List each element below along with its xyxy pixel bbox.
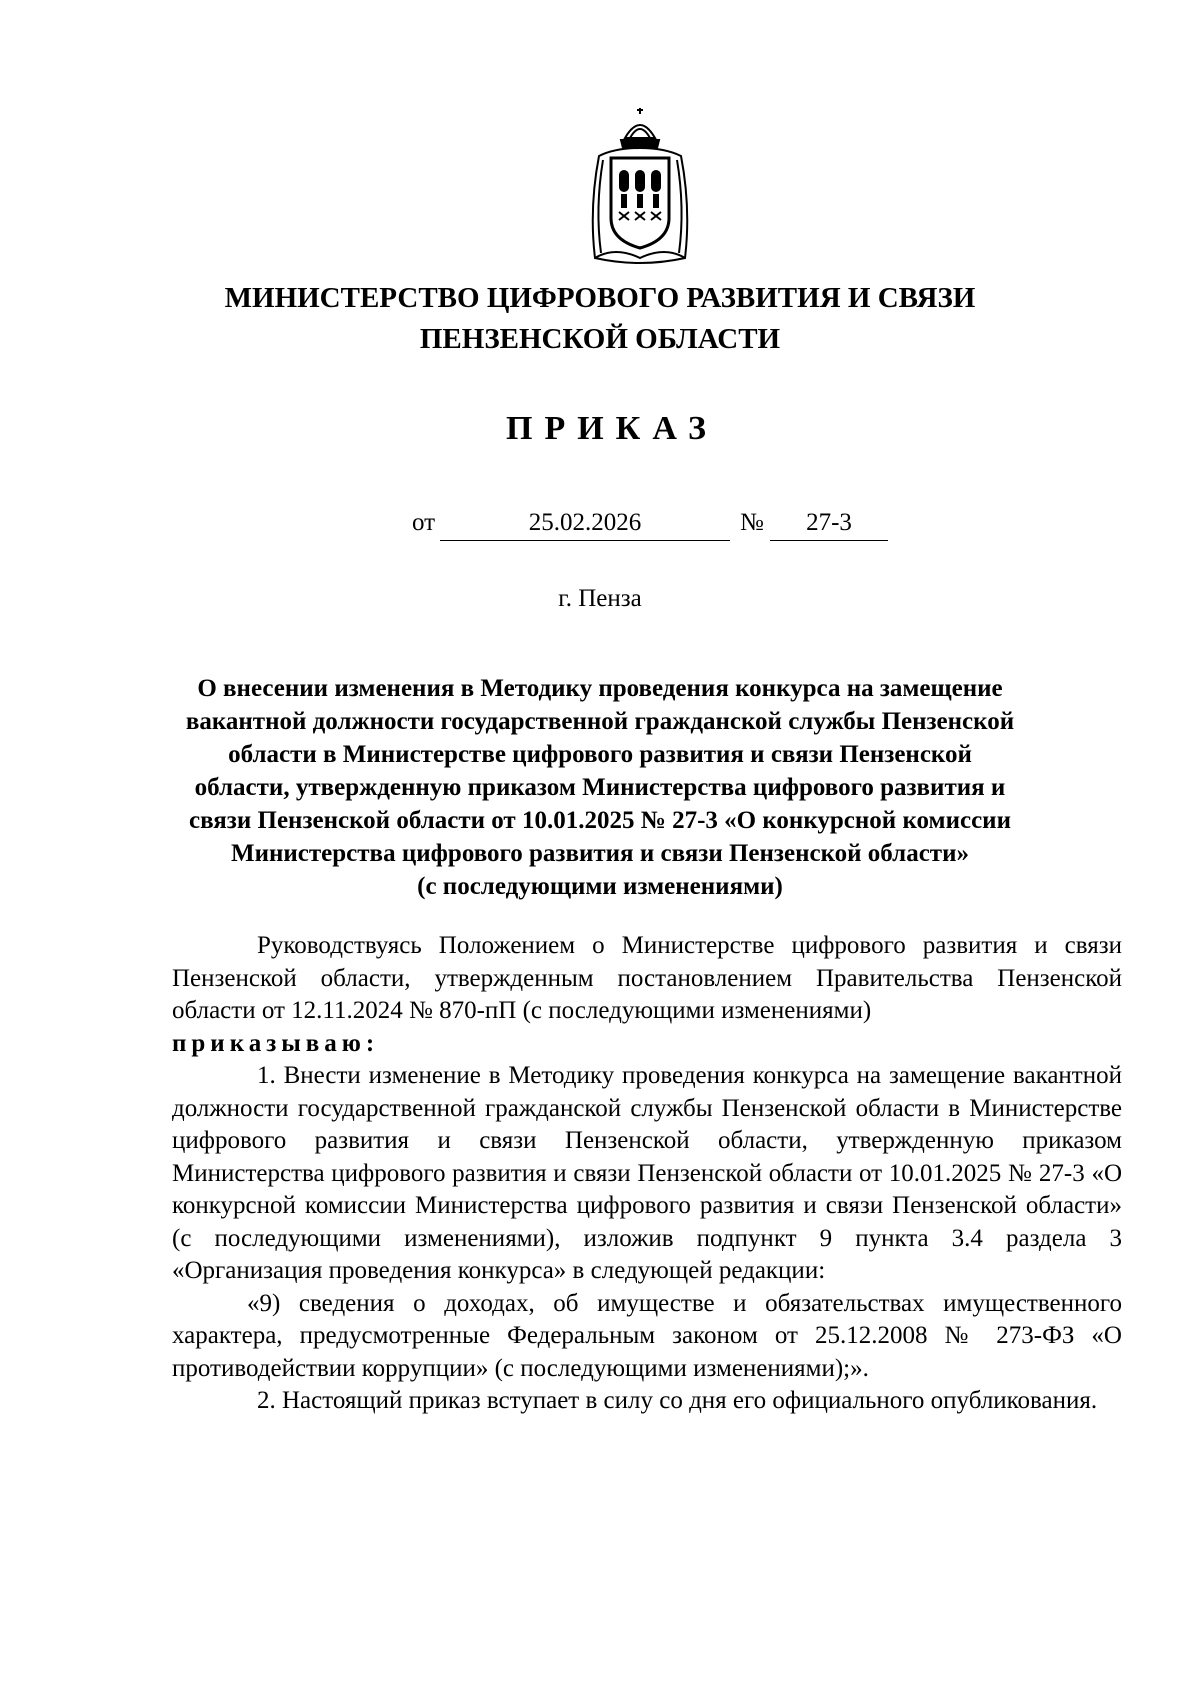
organization-name-line1: МИНИСТЕРСТВО ЦИФРОВОГО РАЗВИТИЯ И СВЯЗИ xyxy=(224,282,976,314)
number-sign: № xyxy=(740,509,764,536)
document-city: г. Пенза xyxy=(558,585,642,612)
organization-name xyxy=(200,278,1000,360)
item-2-paragraph: 2. Настоящий приказ вступает в силу со дня его официального опубликования. xyxy=(257,1387,1098,1414)
item-1-quote-paragraph: «9) сведения о доходах, об имуществе и обязательствах имущественного характера, предусмотренные Федеральным законом от 25.12.2008 № 273-ФЗ «О противодействии коррупции» (с последующими изменениями);». xyxy=(172,1289,1122,1382)
document-number: 27-3 xyxy=(806,509,852,536)
date-underline xyxy=(440,540,730,541)
coat-of-arms-icon xyxy=(585,108,695,268)
document-body xyxy=(172,930,1122,1418)
preamble-paragraph: Руководствуясь Положением о Министерстве цифрового развития и связи Пензенской области, утвержденным постановлением Правительства Пензенской области от 12.11.2024 № 870-пП (с последующими изменениями) xyxy=(172,932,1122,1024)
order-keyword: приказываю: xyxy=(172,1029,380,1057)
document-subject-title: О внесении изменения в Методику проведения конкурса на замещение вакантной должности государственной гражданской службы Пензенской области в Министерстве цифрового развития и связи Пензенской области, утвержденную приказом Министерства цифрового развития и связи Пензенской области от 10.01.2025 № 27-3 «О конкурсной комиссии Министерства цифрового развития и связи Пензенской области» (с последующими изменениями) xyxy=(185,675,1015,900)
document-date: 25.02.2026 xyxy=(528,509,642,536)
document-type-title: ПРИКАЗ xyxy=(506,410,718,447)
date-prefix: от xyxy=(412,509,436,536)
organization-name-line2: ПЕНЗЕНСКОЙ ОБЛАСТИ xyxy=(419,323,781,355)
item-1-paragraph: 1. Внести изменение в Методику проведения конкурса на замещение вакантной должности государственной гражданской службы Пензенской области в Министерстве цифрового развития и связи Пензенской области, утвержденную приказом Министерства цифрового развития и связи Пензенской области от 10.01.2025 № 27-3 «О конкурсной комиссии Министерства цифрового развития и связи Пензенской области» (с последующими изменениями), изложив подпункт 9 пункта 3.4 раздела 3 «Организация проведения конкурса» в следующей редакции: xyxy=(172,1062,1122,1284)
number-underline xyxy=(770,540,888,541)
